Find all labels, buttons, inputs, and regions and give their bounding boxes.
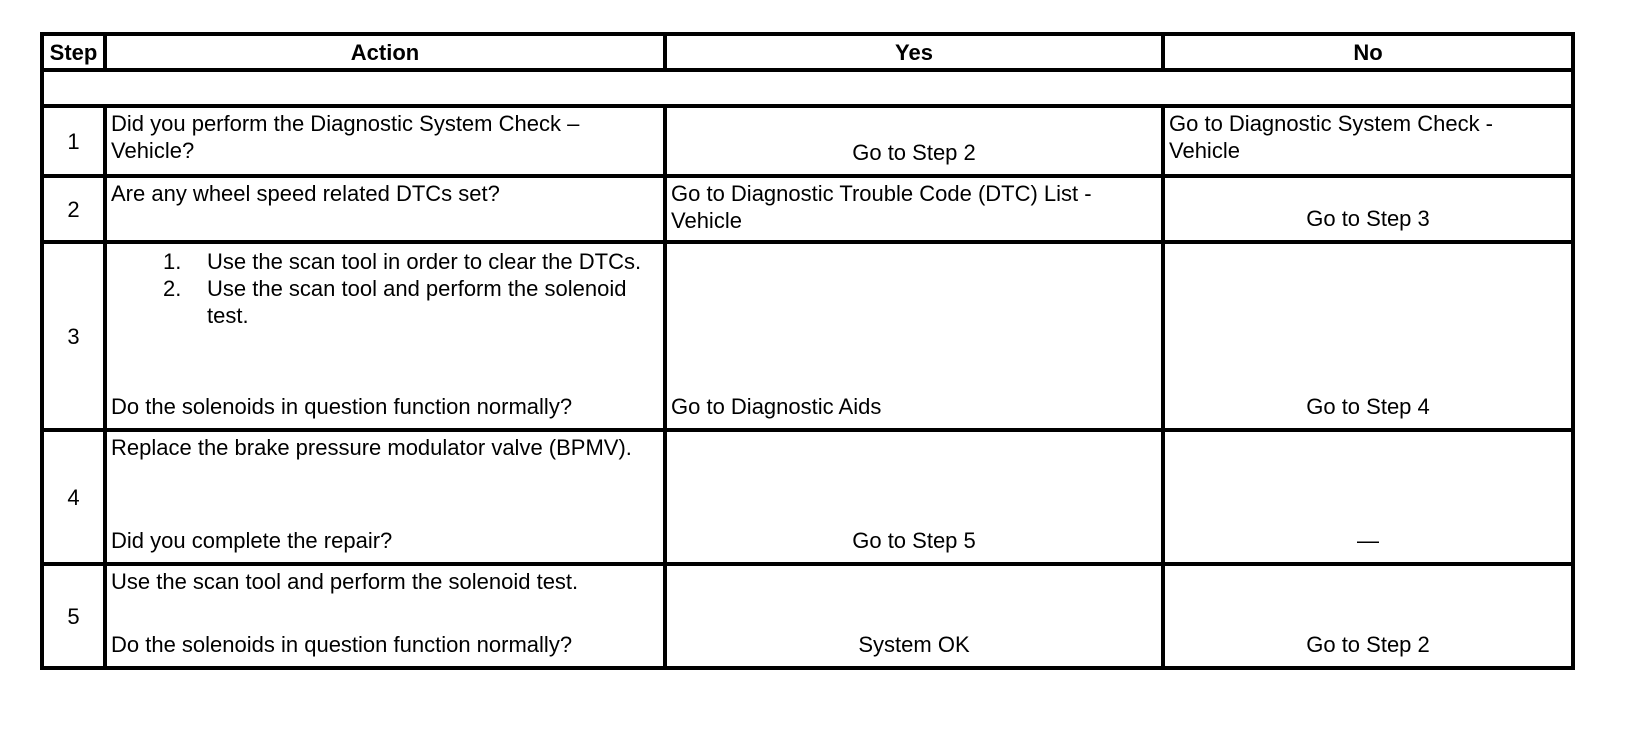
header-step: Step bbox=[42, 34, 105, 70]
yes-cell bbox=[665, 564, 1163, 668]
action-text: Replace the brake pressure modulator valve (BPMV). bbox=[111, 435, 632, 460]
spacer-row bbox=[42, 70, 1573, 106]
list-item bbox=[107, 248, 663, 275]
yes-cell bbox=[665, 242, 1163, 430]
no-result: Go to Diagnostic System Check - Vehicle bbox=[1169, 111, 1494, 163]
header-row bbox=[42, 34, 1573, 70]
yes-result: Go to Step 5 bbox=[852, 528, 976, 553]
no-result: Go to Step 4 bbox=[1306, 394, 1430, 419]
action-question: Do the solenoids in question function normally? bbox=[111, 632, 573, 657]
action-cell bbox=[105, 176, 665, 242]
no-cell bbox=[1163, 564, 1573, 668]
yes-cell bbox=[665, 106, 1163, 176]
action-cell bbox=[105, 106, 665, 176]
header-action: Action bbox=[105, 34, 665, 70]
header-no: No bbox=[1163, 34, 1573, 70]
table-row bbox=[42, 430, 1573, 564]
no-result: — bbox=[1357, 528, 1379, 553]
action-cell bbox=[105, 564, 665, 668]
list-item-text: Use the scan tool in order to clear the DTCs. bbox=[207, 249, 642, 274]
header-yes: Yes bbox=[665, 34, 1163, 70]
list-item-text: Use the scan tool and perform the solenoid test. bbox=[207, 276, 627, 328]
list-item-number: 2. bbox=[163, 276, 182, 301]
step-number: 3 bbox=[42, 242, 105, 430]
yes-result: Go to Diagnostic Aids bbox=[671, 394, 882, 419]
spacer-cell bbox=[42, 70, 1573, 106]
list-item-number: 1. bbox=[163, 249, 182, 274]
table-row bbox=[42, 242, 1573, 430]
action-steps-list bbox=[107, 244, 663, 329]
step-number: 5 bbox=[42, 564, 105, 668]
yes-result: System OK bbox=[858, 632, 970, 657]
no-cell bbox=[1163, 176, 1573, 242]
step-number: 1 bbox=[42, 106, 105, 176]
table-row bbox=[42, 564, 1573, 668]
diagnostic-table bbox=[40, 32, 1575, 670]
yes-result: Go to Step 2 bbox=[852, 140, 976, 165]
action-cell bbox=[105, 242, 665, 430]
yes-cell bbox=[665, 176, 1163, 242]
table-row bbox=[42, 106, 1573, 176]
action-question: Did you complete the repair? bbox=[111, 528, 393, 553]
action-text: Did you perform the Diagnostic System Check – Vehicle? bbox=[111, 111, 580, 163]
no-cell bbox=[1163, 430, 1573, 564]
no-result: Go to Step 3 bbox=[1306, 206, 1430, 231]
step-number: 2 bbox=[42, 176, 105, 242]
action-cell bbox=[105, 430, 665, 564]
no-cell bbox=[1163, 242, 1573, 430]
action-question: Do the solenoids in question function normally? bbox=[111, 394, 573, 419]
no-result: Go to Step 2 bbox=[1306, 632, 1430, 657]
table-row bbox=[42, 176, 1573, 242]
no-cell bbox=[1163, 106, 1573, 176]
yes-result: Go to Diagnostic Trouble Code (DTC) List - Vehicle bbox=[671, 181, 1092, 233]
action-text: Use the scan tool and perform the solenoid test. bbox=[111, 569, 579, 594]
step-number: 4 bbox=[42, 430, 105, 564]
action-text: Are any wheel speed related DTCs set? bbox=[111, 181, 500, 206]
yes-cell bbox=[665, 430, 1163, 564]
list-item bbox=[107, 275, 663, 329]
